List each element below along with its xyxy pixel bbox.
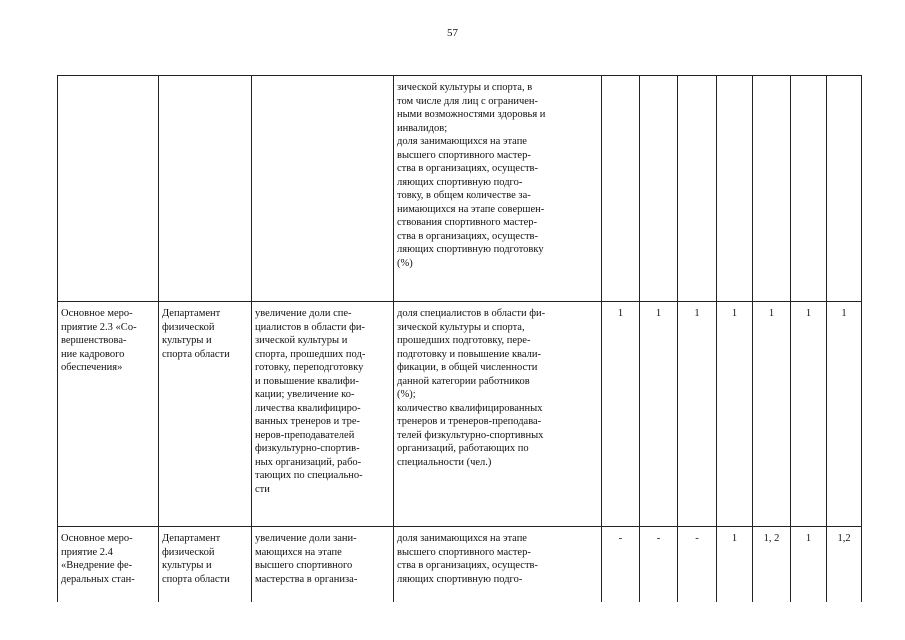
value-cell: 1 — [791, 527, 827, 602]
value-cell: 1 — [791, 302, 827, 527]
value-cell — [753, 76, 791, 302]
expected-result-cell — [252, 76, 394, 302]
expected-result-cell: увеличение доли спе- циалистов в области фи- зической культуры и спорта, прошедших под- готовку, переподготовку и повышение квалифи- кации; увеличение ко- личества квалифициро- ванных тренеров и тре- неров-преподавателей физкультурно-спортив- ных организаций, рабо- тающих по специально- сти — [252, 302, 394, 527]
value-cell: 1 — [640, 302, 678, 527]
value-cell: - — [640, 527, 678, 602]
value-cell: 1,2 — [827, 527, 862, 602]
value-cell: 1 — [717, 302, 753, 527]
table-row — [58, 76, 862, 302]
value-cell: 1, 2 — [753, 527, 791, 602]
executor-cell: Департамент физической культуры и спорта области — [159, 302, 252, 527]
expected-result-cell: увеличение доли зани- мающихся на этапе высшего спортивного мастерства в организа- — [252, 527, 394, 602]
page-number: 57 — [447, 27, 458, 39]
indicator-cell: доля специалистов в области фи- зической культуры и спорта, прошедших подготовку, пере- подготовку и повышение квали- фикации, в общей численности данной категории работников (%); количество квалифицированных тренеров и тренеров-преподава- телей физкультурно-спортивных организаций, работающих по специальности (чел.) — [394, 302, 602, 527]
value-cell — [678, 76, 717, 302]
value-cell: - — [602, 527, 640, 602]
measure-cell — [58, 76, 159, 302]
value-cell: 1 — [602, 302, 640, 527]
value-cell: 1 — [827, 302, 862, 527]
value-cell — [602, 76, 640, 302]
executor-cell: Департамент физической культуры и спорта области — [159, 527, 252, 602]
indicator-cell: доля занимающихся на этапе высшего спортивного мастер- ства в организациях, осуществ- ляющих спортивную подго- — [394, 527, 602, 602]
value-cell — [640, 76, 678, 302]
value-cell: 1 — [717, 527, 753, 602]
program-measures-table — [57, 75, 862, 602]
value-cell: 1 — [678, 302, 717, 527]
value-cell: 1 — [753, 302, 791, 527]
table-row — [58, 527, 862, 602]
table-row — [58, 302, 862, 527]
value-cell — [717, 76, 753, 302]
value-cell: - — [678, 527, 717, 602]
measure-cell: Основное меро- приятие 2.4 «Внедрение фе- деральных стан- — [58, 527, 159, 602]
measure-cell: Основное меро- приятие 2.3 «Со- вершенствова- ние кадрового обеспечения» — [58, 302, 159, 527]
value-cell — [827, 76, 862, 302]
value-cell — [791, 76, 827, 302]
indicator-cell: зической культуры и спорта, в том числе для лиц с ограничен- ными возможностями здоровья и инвалидов; доля занимающихся на этапе высшего спортивного мастер- ства в организациях, осуществ- ляющих спортивную подго- товку, в общем количестве за- нимающихся на этапе совершен- ствования спортивного мастер- ства в организациях, осуществ- ляющих спортивную подготовку (%) — [394, 76, 602, 302]
executor-cell — [159, 76, 252, 302]
